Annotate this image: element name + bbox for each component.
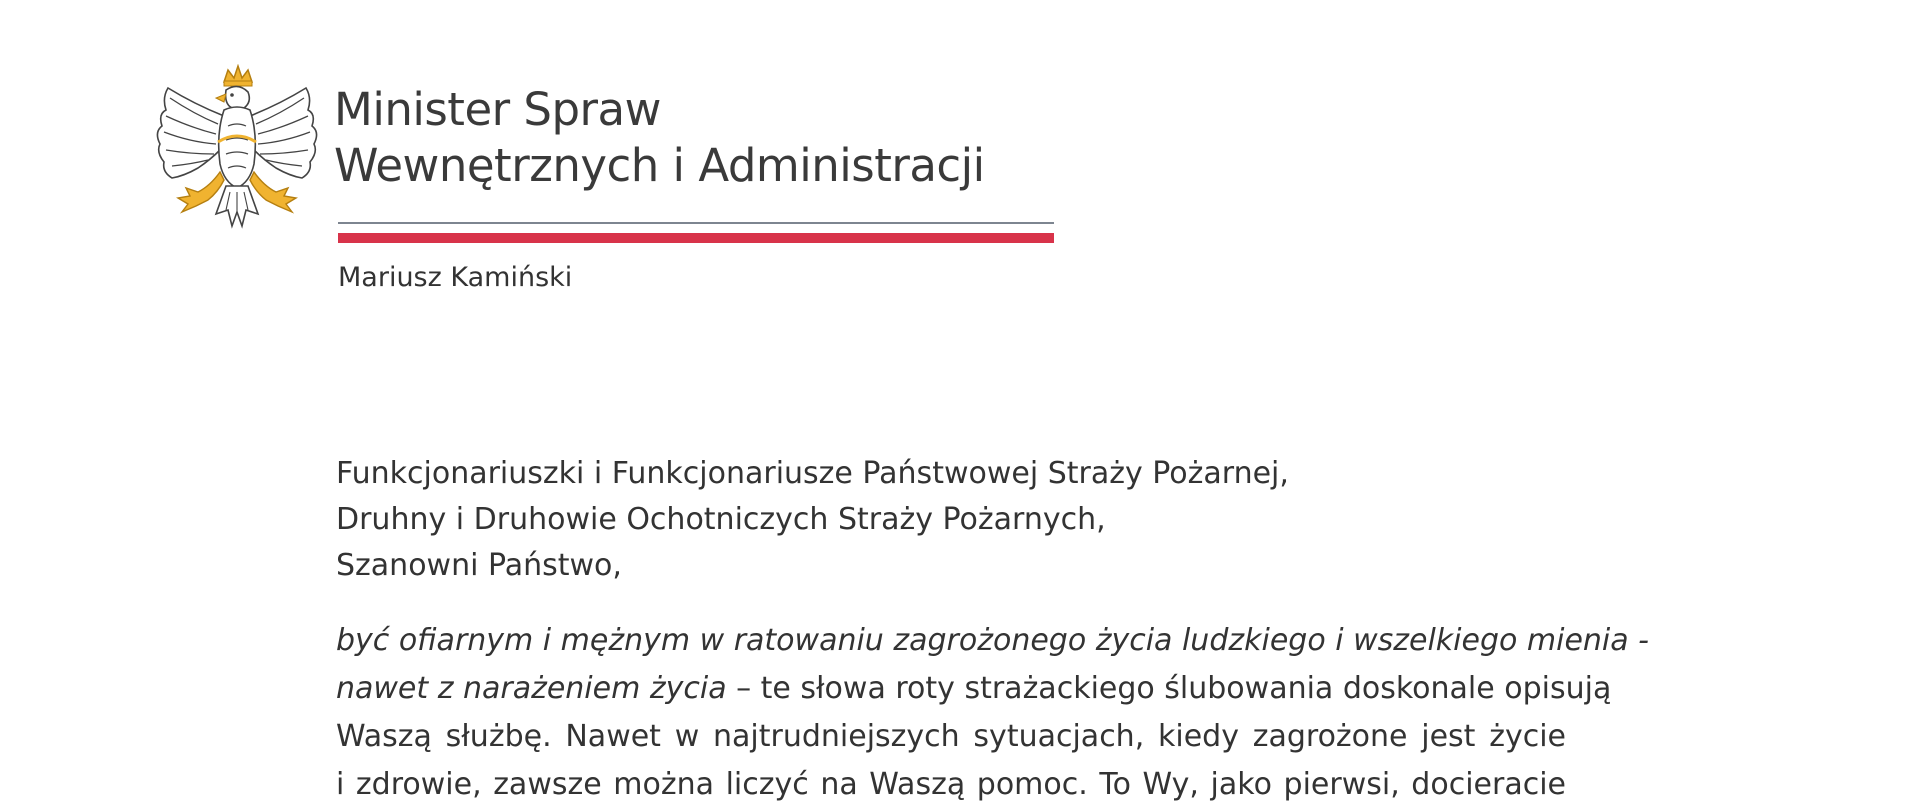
salutation-line: Funkcjonariuszki i Funkcjonariusze Państwowej Straży Pożarnej, (336, 456, 1289, 491)
body-line-3: Waszą służbę. Nawet w najtrudniejszych sytuacjach, kiedy zagrożone jest życie (336, 719, 1566, 754)
ministry-title-line-1: Minister Spraw (334, 83, 661, 136)
minister-name: Mariusz Kamiński (338, 262, 573, 293)
body-line-1 (336, 617, 1649, 665)
letterhead-divider-gray (338, 222, 1054, 224)
oath-quote-part-1: być ofiarnym i mężnym w ratowaniu zagrożonego życia ludzkiego i wszelkiego mienia - (336, 623, 1649, 658)
body-line-4: i zdrowie, zawsze można liczyć na Waszą pomoc. To Wy, jako pierwsi, docieracie (336, 767, 1566, 802)
salutation-line: Szanowni Państwo, (336, 548, 622, 583)
ministry-title (334, 82, 1054, 194)
oath-quote-part-2: nawet z narażeniem życia (336, 671, 727, 706)
salutation (336, 451, 1289, 589)
body-line-2-rest: – te słowa roty strażackiego ślubowania doskonale opisują (726, 671, 1612, 706)
ministry-title-line-2: Wewnętrznych i Administracji (334, 139, 985, 192)
white-eagle-emblem-icon (154, 64, 318, 244)
letter-body (336, 617, 1649, 809)
salutation-line: Druhny i Druhowie Ochotniczych Straży Pożarnych, (336, 502, 1106, 537)
body-line-2 (336, 665, 1612, 713)
letterhead-divider-red (338, 233, 1054, 243)
